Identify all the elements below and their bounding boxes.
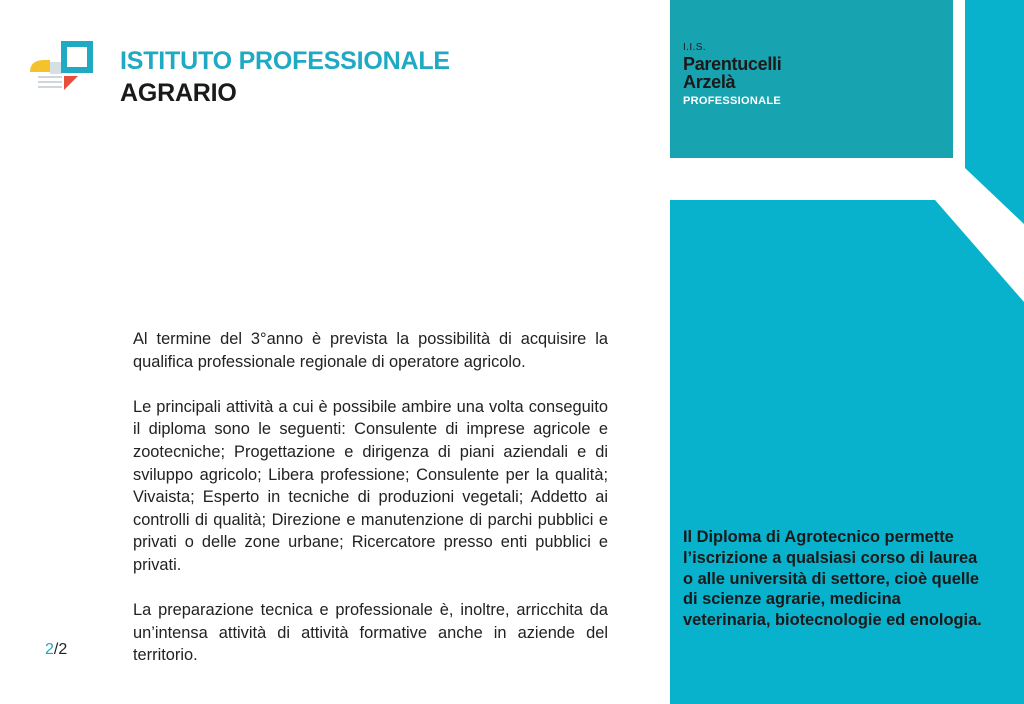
page-title: ISTITUTO PROFESSIONALE: [120, 47, 450, 75]
top-right-stripe: [965, 0, 1024, 224]
brand-name: [683, 55, 781, 91]
brand-name-line2: Arzelà: [683, 72, 736, 92]
brand-iis: I.I.S.: [683, 42, 706, 53]
paragraph-qualification: Al termine del 3°anno è prevista la possibilità di acquisire la qualifica professionale regionale di operatore agricolo.: [133, 330, 608, 371]
diploma-info: Il Diploma di Agrotecnico permette l’iscrizione a qualsiasi corso di laurea o alle università di settore, cioè quelle di scienze agrarie, medicina veterinaria, biotecnologie ed enologia.: [683, 528, 982, 630]
page-total: /2: [53, 641, 68, 658]
paragraph-training: La preparazione tecnica e professionale è, inoltre, arricchita da un’intensa attività di attività formative anche in aziende del territorio.: [133, 601, 608, 665]
page-current: 2: [45, 641, 54, 658]
brand-name-line1: Parentucelli: [683, 54, 782, 74]
page-number: [45, 641, 67, 659]
body-text: [133, 328, 608, 667]
page-subtitle: AGRARIO: [120, 79, 237, 107]
brand-sub: PROFESSIONALE: [683, 95, 782, 107]
paragraph-careers: Le principali attività a cui è possibile ambire una volta conseguito il diploma sono le seguenti: Consulente di imprese agricole e zootecniche; Progettazione e dirigenza di piani aziendali e di sviluppo agricolo; Libera professione; Consulente per la qualità; Vivaista; Esperto in tecniche di produzioni vegetali; Addetto ai controlli di qualità; Direzione e manutenzione di parchi pubblici e privati o delle zone urbane; Ricercatore presso enti pubblici e privati.: [133, 397, 608, 574]
